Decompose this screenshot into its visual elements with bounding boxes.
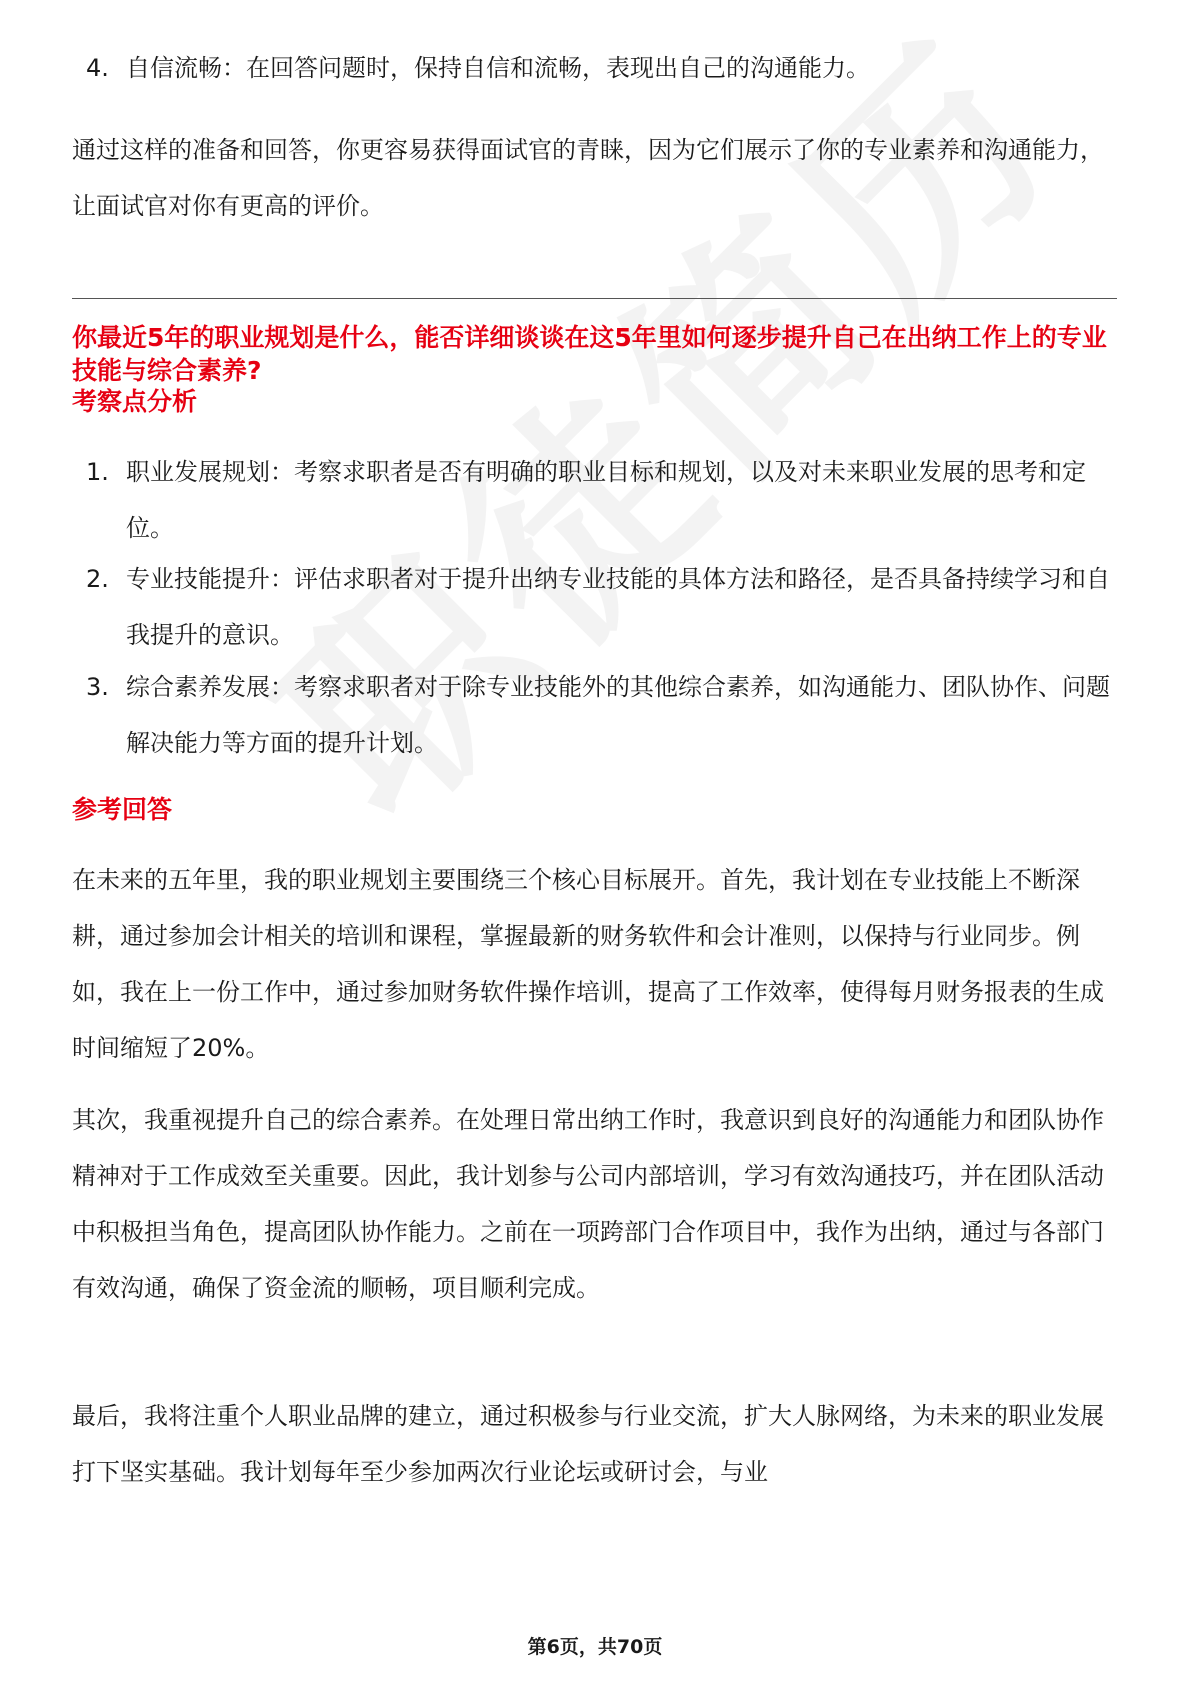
- list-text: 职业发展规划：考察求职者是否有明确的职业目标和规划，以及对未来职业发展的思考和定位。: [126, 458, 1086, 542]
- section-divider: [72, 298, 1117, 299]
- answer-paragraph: 在未来的五年里，我的职业规划主要围绕三个核心目标展开。首先，我计划在专业技能上不断深耕，通过参加会计相关的培训和课程，掌握最新的财务软件和会计准则，以保持与行业同步。例如，我在上一份工作中，通过参加财务软件操作培训，提高了工作效率，使得每月财务报表的生成时间缩短了20%。: [72, 866, 1104, 1062]
- list-text: 综合素养发展：考察求职者对于除专业技能外的其他综合素养，如沟通能力、团队协作、问题解决能力等方面的提升计划。: [126, 673, 1110, 757]
- list-text: 自信流畅：在回答问题时，保持自信和流畅，表现出自己的沟通能力。: [126, 54, 870, 82]
- question-heading: 你最近5年的职业规划是什么，能否详细谈谈在这5年里如何逐步提升自己在出纳工作上的专业技能与综合素养?: [72, 323, 1107, 385]
- list-number: 4.: [86, 54, 109, 82]
- document-page: [72, 0, 1117, 1684]
- answer-paragraph: 最后，我将注重个人职业品牌的建立，通过积极参与行业交流，扩大人脉网络，为未来的职业发展打下坚实基础。我计划每年至少参加两次行业论坛或研讨会，与业: [72, 1402, 1104, 1486]
- answer-paragraph: 其次，我重视提升自己的综合素养。在处理日常出纳工作时，我意识到良好的沟通能力和团队协作精神对于工作成效至关重要。因此，我计划参与公司内部培训，学习有效沟通技巧，并在团队活动中积极担当角色，提高团队协作能力。之前在一项跨部门合作项目中，我作为出纳，通过与各部门有效沟通，确保了资金流的顺畅，项目顺利完成。: [72, 1106, 1104, 1302]
- analysis-heading: 考察点分析: [72, 387, 198, 416]
- list-text: 专业技能提升：评估求职者对于提升出纳专业技能的具体方法和路径，是否具备持续学习和自我提升的意识。: [126, 565, 1110, 649]
- page-footer: 第6页，共70页: [527, 1636, 663, 1658]
- list-number: 3.: [86, 673, 109, 701]
- summary-paragraph: 通过这样的准备和回答，你更容易获得面试官的青睐，因为它们展示了你的专业素养和沟通能力，让面试官对你有更高的评价。: [72, 136, 1104, 220]
- answer-heading: 参考回答: [72, 795, 173, 824]
- list-number: 1.: [86, 458, 109, 486]
- list-number: 2.: [86, 565, 109, 593]
